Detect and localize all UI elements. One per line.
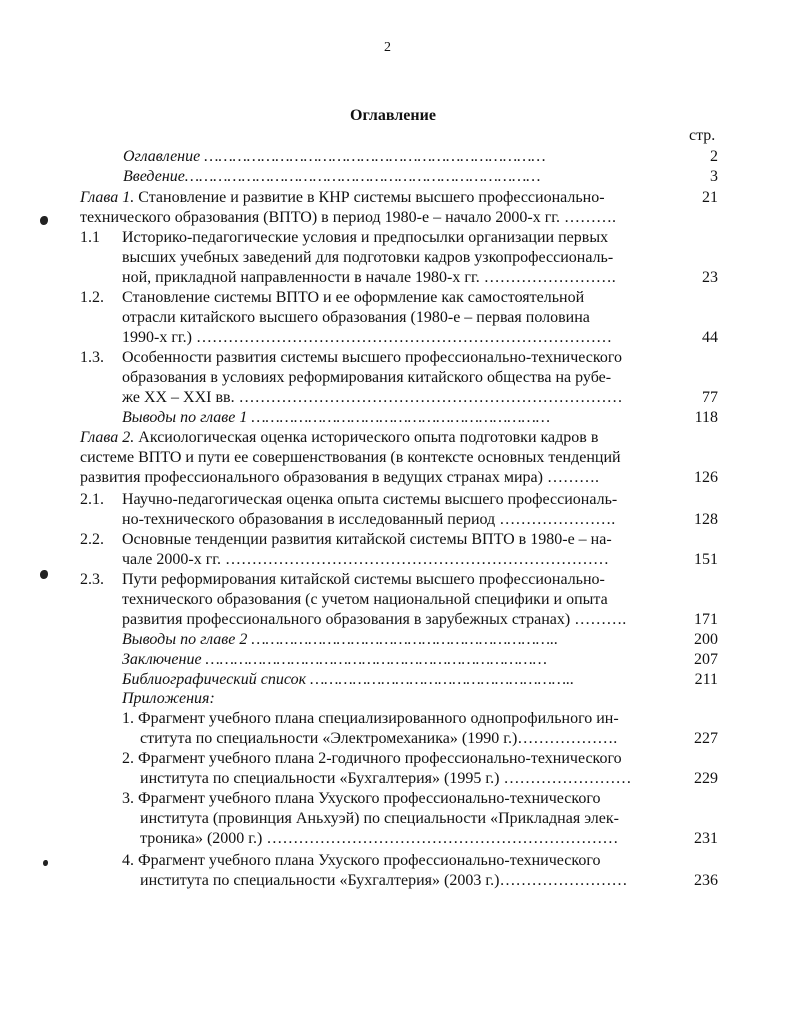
toc-section-1-2-line-2: отрасли китайского высшего образования (1980-е – первая половина [122, 309, 590, 326]
toc-page-chapter-2: 126 [694, 469, 718, 486]
scan-blot-3 [43, 860, 48, 866]
toc-section-1-3-line-1: Особенности развития системы высшего профессионально-технического [122, 349, 622, 366]
toc-section-1-3-line-3: же XX – XXI вв. ……………………………………………………………… [122, 389, 623, 406]
toc-entry-vvedenie: Введение………………………………………………………………… [123, 168, 541, 185]
toc-chapter-1-line-2: технического образования (ВПТО) в период 1980-е – начало 2000-х гг. ………. [80, 209, 617, 226]
toc-section-2-3-line-3: развития профессионального образования в зарубежных странах) ………. [122, 611, 627, 628]
toc-section-1-2-line-3: 1990-х гг.) …………………………………………………………………… [122, 329, 612, 346]
toc-section-1-3-line-2: образования в условиях реформирования китайского общества на рубе- [122, 369, 612, 386]
toc-appendix-4-line-1: 4. Фрагмент учебного плана Ухуского профессионально-технического [122, 852, 601, 869]
toc-section-2-2-number: 2.2. [80, 531, 104, 548]
toc-page-chapter-1: 21 [702, 189, 718, 206]
toc-section-2-1-number: 2.1. [80, 491, 104, 508]
scan-blot-2 [40, 570, 48, 579]
toc-section-2-2-line-1: Основные тенденции развития китайской системы ВПТО в 1980-е – на- [122, 531, 612, 548]
toc-title: Оглавление [350, 107, 436, 124]
toc-page-conclusions-2: 200 [694, 631, 718, 648]
toc-section-1-3-number: 1.3. [80, 349, 104, 366]
toc-entry-oglavlenie: Оглавление ……………………………………………………………… [123, 148, 546, 165]
toc-section-2-3-number: 2.3. [80, 571, 104, 588]
toc-page-section-1-1: 23 [702, 269, 718, 286]
toc-section-2-3-line-1: Пути реформирования китайской системы высшего профессионально- [122, 571, 605, 588]
toc-section-2-2-line-2: чале 2000-х гг. ……………………………………………………………… [122, 551, 610, 568]
chapter-prefix: Глава 2. [80, 429, 135, 446]
toc-page-appendix-2: 229 [694, 770, 718, 787]
toc-page-appendix-4: 236 [694, 872, 718, 889]
toc-section-1-1-line-1: Историко-педагогические условия и предпосылки организации первых [122, 229, 609, 246]
toc-conclusions-chapter-2: Выводы по главе 2 ……………………………………………………….. [122, 631, 559, 648]
toc-section-2-1-line-2: но-технического образования в исследованный период …………………. [122, 511, 616, 528]
toc-appendix-3-line-3: троника» (2000 г.) ………………………………………………………… [140, 830, 619, 847]
toc-page-vvedenie: 3 [710, 168, 718, 185]
toc-page-oglavlenie: 2 [710, 148, 718, 165]
toc-chapter-2-line-3: развития профессионального образования в ведущих странах мира) ………. [80, 469, 599, 486]
toc-appendix-2-line-1: 2. Фрагмент учебного плана 2-годичного профессионально-технического [122, 750, 622, 767]
toc-page-section-2-1: 128 [694, 511, 718, 528]
toc-section-1-2-line-1: Становление системы ВПТО и ее оформление как самостоятельной [122, 289, 585, 306]
toc-section-1-1-line-3: ной, прикладной направленности в начале 1980-х гг. ……………………. [122, 269, 616, 286]
toc-appendix-4-line-2: института по специальности «Бухгалтерия» (2003 г.)…………………… [140, 872, 628, 889]
toc-conclusions-chapter-1: Выводы по главе 1 ……………………………………………………… [122, 409, 551, 426]
toc-chapter-2-line-2: системе ВПТО и пути ее совершенствования (в контексте основных тенденций [80, 449, 621, 466]
toc-appendix-1-line-2: ститута по специальности «Электромеханика» (1990 г.)………………. [140, 730, 618, 747]
toc-section-1-1-line-2: высших учебных заведений для подготовки кадров узкопрофессиональ- [122, 249, 614, 266]
toc-page-appendix-3: 231 [694, 830, 718, 847]
toc-section-1-1-number: 1.1 [80, 229, 100, 246]
toc-page-conclusions-1: 118 [694, 409, 718, 426]
toc-page-section-2-2: 151 [694, 551, 718, 568]
toc-chapter-1-line-1-text: Глава 1. Становление и развитие в КНР системы высшего профессионально- [80, 189, 605, 206]
page-number: 2 [384, 40, 391, 55]
toc-conclusion: Заключение ……………………………………………………………… [122, 651, 547, 668]
toc-section-2-1-line-1: Научно-педагогическая оценка опыта системы высшего профессиональ- [122, 491, 618, 508]
chapter-prefix: Глава 1. [80, 189, 135, 206]
toc-page-section-1-2: 44 [702, 329, 718, 346]
toc-appendix-3-line-2: института (провинция Аньхуэй) по специальности «Прикладная элек- [140, 810, 619, 827]
toc-section-1-2-number: 1.2. [80, 289, 104, 306]
toc-bibliography: Библиографический список ……………………………………………….. [122, 671, 575, 688]
toc-appendix-2-line-2: института по специальности «Бухгалтерия» (1995 г.) …………………… [140, 770, 632, 787]
toc-page-section-1-3: 77 [702, 389, 718, 406]
toc-page-bibliography: 211 [694, 671, 718, 688]
toc-page-appendix-1: 227 [694, 730, 718, 747]
page-column-label: стр. [689, 127, 716, 144]
toc-page-section-2-3: 171 [694, 611, 718, 628]
toc-section-2-3-line-2: технического образования (с учетом национальной специфики и опыта [122, 591, 608, 608]
scan-blot-1 [40, 216, 48, 225]
toc-appendix-3-line-1: 3. Фрагмент учебного плана Ухуского профессионально-технического [122, 790, 601, 807]
toc-page-conclusion: 207 [694, 651, 718, 668]
toc-chapter-2-line-1: Глава 2. Аксиологическая оценка исторического опыта подготовки кадров в [80, 429, 599, 446]
toc-appendices-heading: Приложения: [122, 690, 215, 707]
toc-appendix-1-line-1: 1. Фрагмент учебного плана специализированного однопрофильного ин- [122, 710, 619, 727]
